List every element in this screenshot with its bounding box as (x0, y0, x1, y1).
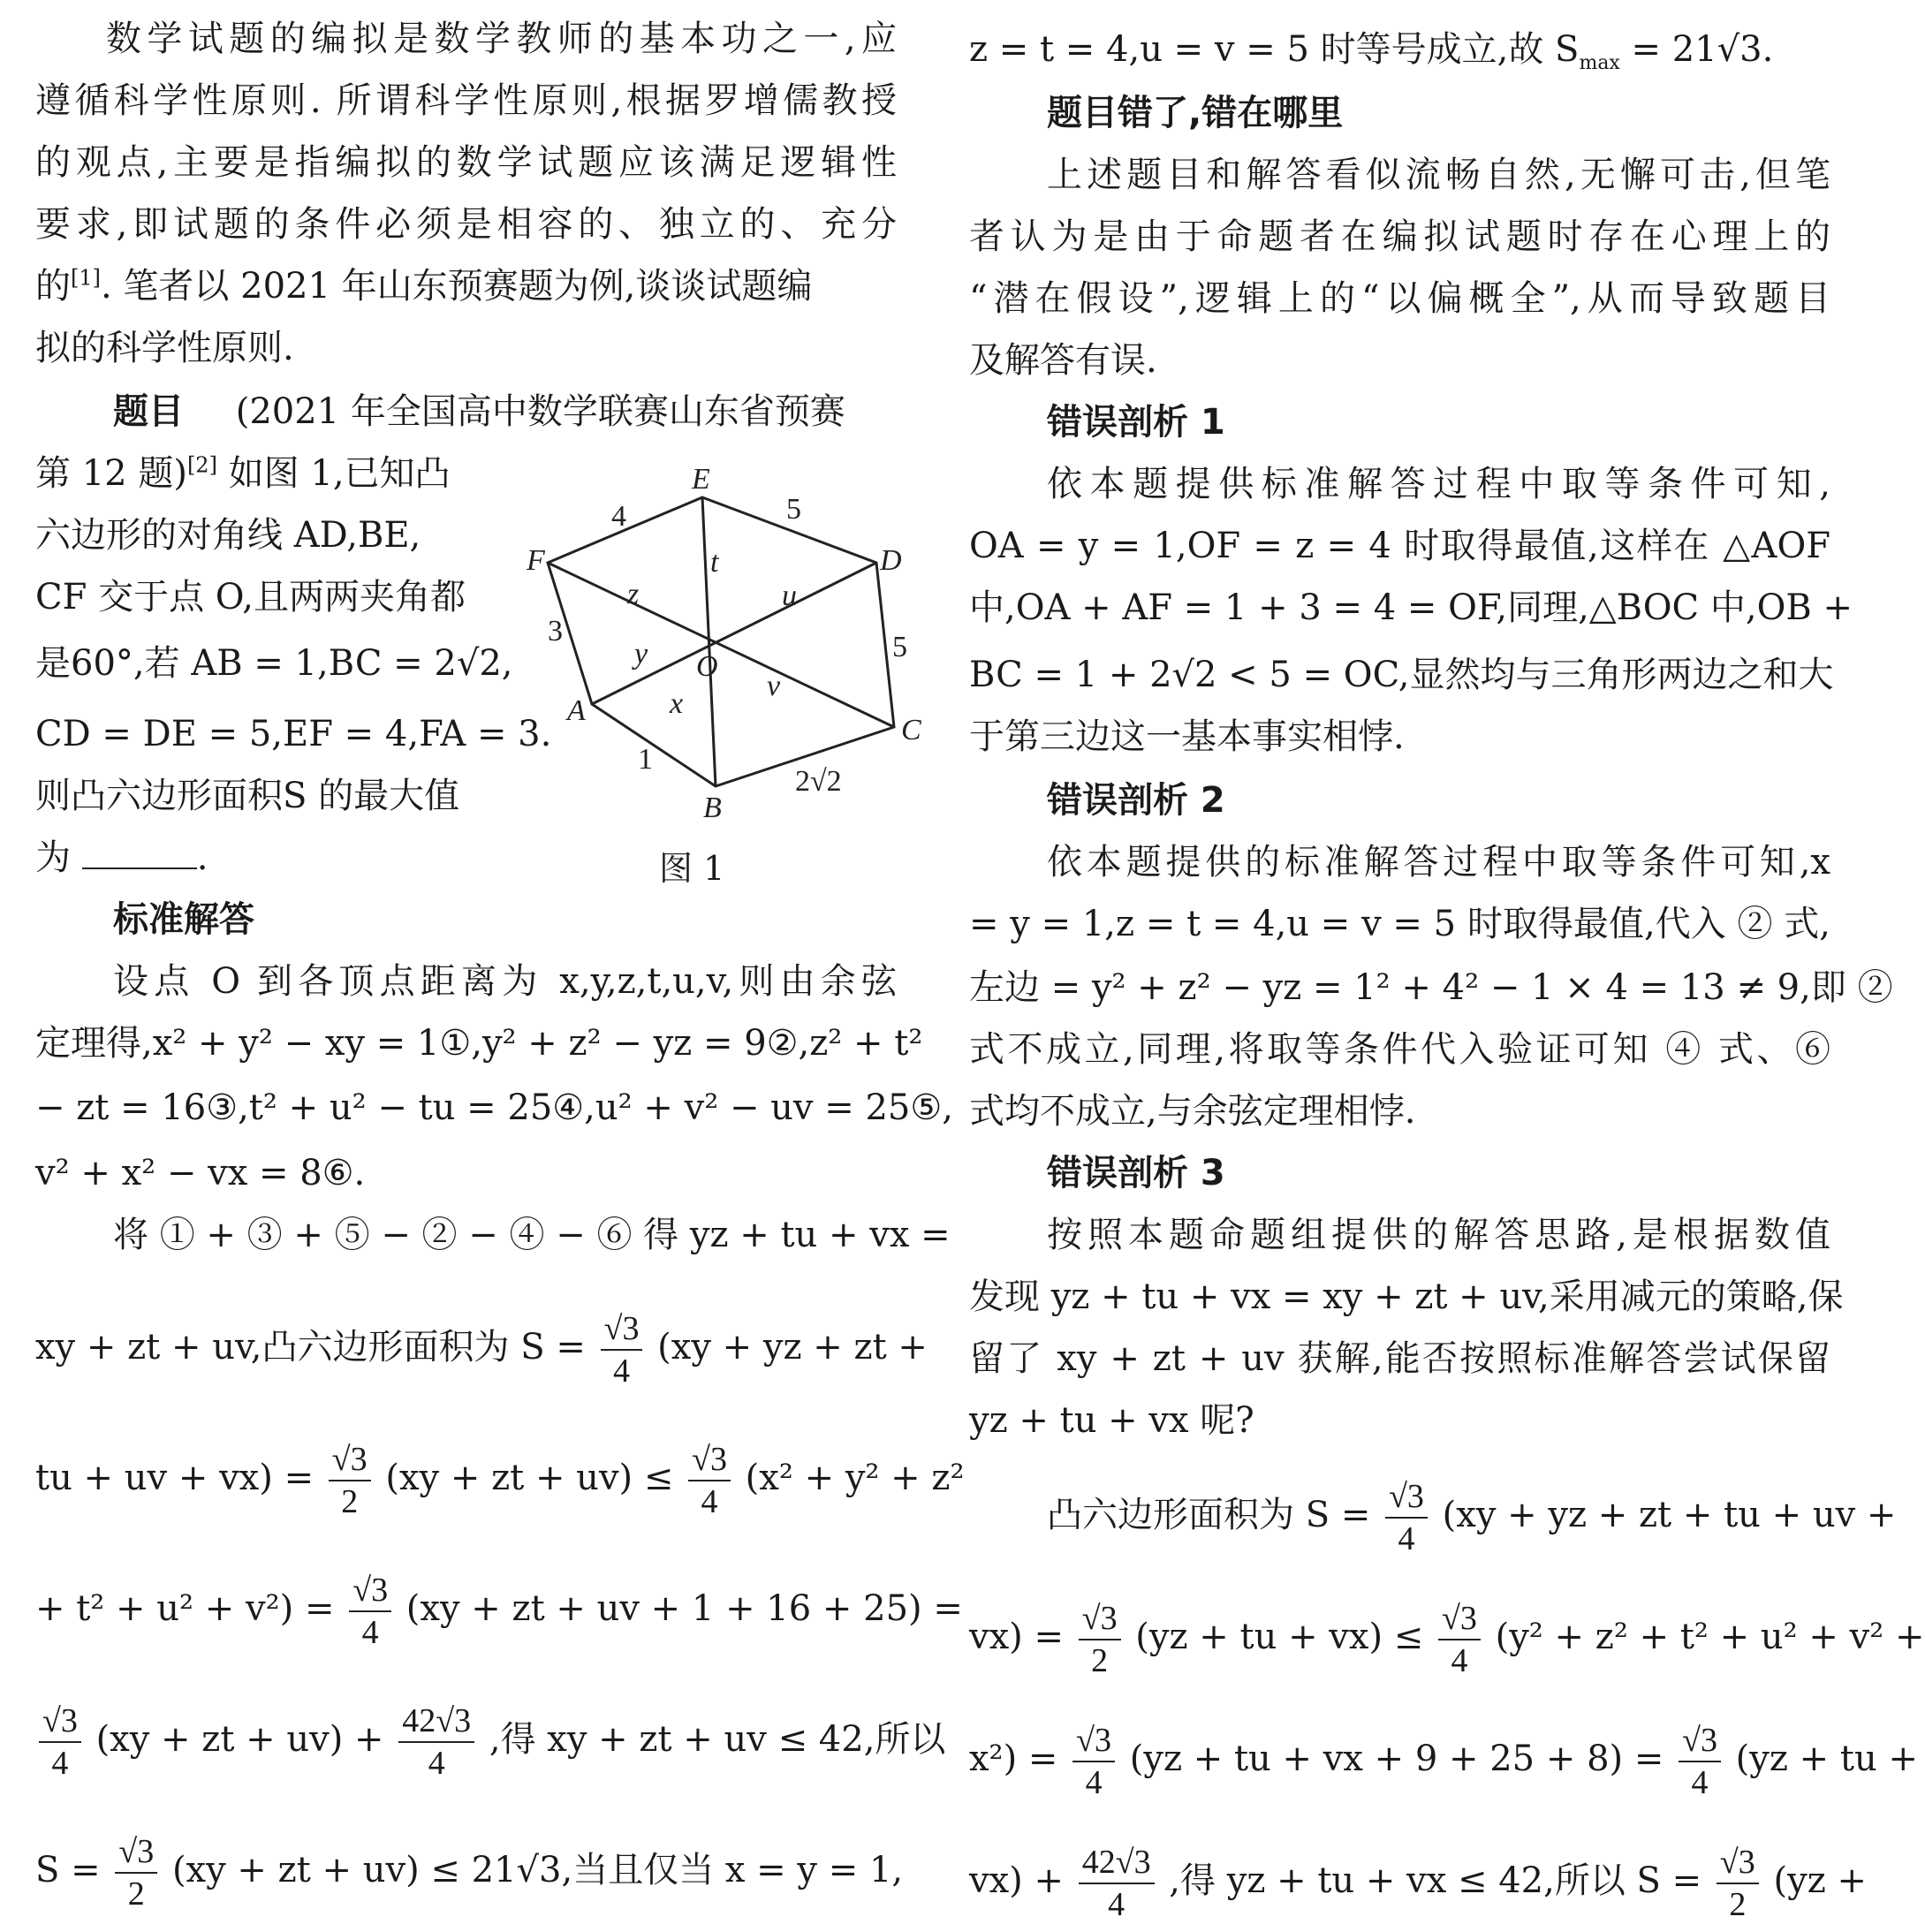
frac-sqrt3-over-2 (1079, 1602, 1121, 1678)
frac-sqrt3-over-4 (1385, 1480, 1428, 1556)
vertex-F: F (527, 544, 545, 577)
analysis-2-heading: 错误剖析 2 (1047, 780, 1225, 821)
frac-num: 42√3 (398, 1704, 474, 1743)
frac-den: 4 (51, 1745, 69, 1782)
intro-line-2: 遵循科学性原则. 所谓科学性原则,根据罗增儒教授 (35, 80, 897, 121)
a1-line-2: OA = y = 1,OF = z = 4 时取得最值,这样在 △AOF (969, 526, 1830, 566)
std-line-10-b: (xy + zt + uv) ≤ 21√3,当且仅当 x = y = 1, (171, 1850, 904, 1890)
a2-line-1: 依本题提供的标准解答过程中取等条件可知,x (1047, 842, 1830, 883)
frac-sqrt3-over-2 (115, 1835, 157, 1911)
a3-line-6-a: vx) = (969, 1617, 1064, 1657)
std-line-10-a: S = (35, 1850, 101, 1890)
frac-num: √3 (1385, 1480, 1428, 1519)
a2-line-2: = y = 1,z = t = 4,u = v = 5 时取得最值,代入 ② 式, (969, 904, 1830, 944)
a1-line-5: 于第三边这一基本事实相悖. (969, 716, 1405, 757)
wrong-heading: 题目错了,错在哪里 (1047, 93, 1344, 133)
frac-num: √3 (688, 1443, 731, 1481)
frac-num: 42√3 (1079, 1845, 1155, 1884)
std-line-3: − zt = 16③,t² + u² − tu = 25④,u² + v² − uv = 25⑤, (35, 1087, 953, 1128)
frac-num: √3 (1072, 1724, 1115, 1762)
problem-label: 题目 (113, 391, 184, 432)
right-top-line (969, 27, 1830, 72)
figure-caption: 图 1 (659, 849, 725, 888)
wrong-line-4: 及解答有误. (969, 340, 1157, 381)
frac-sqrt3-over-2 (1717, 1845, 1759, 1921)
diagonal-FC (548, 563, 894, 727)
vertex-E: E (692, 463, 710, 496)
intro-line-6: 拟的科学性原则. (35, 328, 294, 368)
problem-fig-ref: 如图 1,已知凸 (216, 453, 451, 494)
frac-den: 4 (1108, 1886, 1125, 1923)
frac-sqrt3-over-2 (329, 1443, 371, 1519)
vertex-D: D (880, 544, 902, 577)
std-line-7-b: (xy + zt + uv) ≤ (385, 1458, 674, 1498)
segment-u-label: u (782, 580, 797, 612)
frac-num: √3 (329, 1443, 371, 1481)
right-top-b: = 21√3. (1619, 29, 1774, 70)
frac-num: √3 (601, 1312, 643, 1351)
a3-line-7-c: (yz + tu + (1735, 1739, 1918, 1779)
segment-t-label: t (710, 546, 719, 579)
a3-line-8-c: (yz + (1773, 1860, 1867, 1901)
problem-title-line (35, 389, 974, 435)
side-ED-label: 5 (786, 493, 801, 526)
a3-line-6-b: (yz + tu + vx) ≤ (1135, 1617, 1424, 1657)
intro-line-5-b: . 笔者以 2021 年山东预赛题为例,谈谈试题编 (101, 266, 813, 307)
frac-den: 2 (1729, 1886, 1747, 1923)
std-line-7 (35, 1438, 965, 1520)
std-heading: 标准解答 (113, 899, 254, 940)
problem-source-end: 第 12 题) (35, 453, 187, 494)
std-line-8-a: + t² + u² + v²) = (35, 1588, 335, 1629)
frac-sqrt3-over-4 (39, 1704, 81, 1780)
citation-2: [2] (186, 452, 217, 478)
problem-source: (2021 年全国高中数学联赛山东省预赛 (235, 391, 845, 432)
problem-line-7 (35, 835, 897, 881)
a2-line-5: 式均不成立,与余弦定理相悖. (969, 1091, 1416, 1132)
segment-x-label: x (670, 687, 684, 720)
hexagon-figure (527, 455, 928, 826)
citation-1: [1] (71, 265, 101, 291)
std-line-9 (35, 1700, 946, 1782)
std-line-10 (35, 1830, 904, 1913)
a3-line-7-b: (yz + tu + vx + 9 + 25 + 8) = (1129, 1739, 1664, 1779)
side-FA-label: 3 (548, 615, 563, 648)
wrong-line-2: 者认为是由于命题者在编拟试题时存在心理上的 (969, 216, 1830, 257)
frac-den: 4 (701, 1483, 718, 1520)
frac-den: 2 (341, 1483, 359, 1520)
frac-den: 4 (1398, 1520, 1415, 1557)
frac-num: √3 (1438, 1602, 1481, 1640)
intro-line-3: 的观点,主要是指编拟的数学试题应该满足逻辑性 (35, 142, 897, 183)
segment-y-label: y (634, 638, 648, 671)
frac-den: 4 (1085, 1764, 1103, 1801)
a1-line-4: BC = 1 + 2√2 < 5 = OC,显然均与三角形两边之和大 (969, 655, 1834, 695)
frac-num: √3 (349, 1573, 391, 1612)
frac-sqrt3-over-4 (688, 1443, 731, 1519)
std-line-8 (35, 1569, 963, 1651)
intro-line-5 (35, 263, 897, 309)
side-EF-label: 4 (611, 500, 626, 533)
intro-line-1: 数学试题的编拟是数学教师的基本功之一,应 (106, 19, 897, 59)
a3-line-6-c: (y² + z² + t² + u² + v² + (1495, 1617, 1925, 1657)
side-DC-label: 5 (892, 631, 907, 663)
answer-period: . (196, 837, 208, 878)
problem-line-5: CD = DE = 5,EF = 4,FA = 3. (35, 714, 552, 754)
frac-den: 2 (1091, 1642, 1109, 1679)
std-line-9-a: (xy + zt + uv) + (95, 1719, 384, 1760)
a3-line-3: 留了 xy + zt + uv 获解,能否按照标准解答尝试保留 (969, 1338, 1830, 1379)
s-max-sub: max (1579, 52, 1620, 74)
problem-line-3: CF 交于点 O,且两两夹角都 (35, 577, 466, 617)
problem-line-4: 是60°,若 AB = 1,BC = 2√2, (35, 643, 513, 684)
frac-den: 4 (428, 1745, 445, 1782)
vertex-A: A (567, 694, 586, 727)
std-line-1: 设点 O 到各顶点距离为 x,y,z,t,u,v,则由余弦 (113, 961, 897, 1002)
std-line-6-b: (xy + yz + zt + (657, 1327, 928, 1368)
frac-num: √3 (1717, 1845, 1759, 1884)
std-line-9-b: ,得 xy + zt + uv ≤ 42,所以 (489, 1719, 946, 1760)
a3-line-7 (969, 1719, 1918, 1801)
a3-line-5 (969, 1475, 1908, 1556)
std-line-8-b: (xy + zt + uv + 1 + 16 + 25) = (405, 1588, 963, 1629)
vertex-O: O (696, 650, 718, 683)
a3-line-2: 发现 yz + tu + vx = xy + zt + uv,采用减元的策略,保 (969, 1277, 1844, 1317)
side-BC-label: 2√2 (795, 765, 842, 798)
frac-sqrt3-over-4 (1072, 1724, 1115, 1799)
std-line-5: 将 ① + ③ + ⑤ − ② − ④ − ⑥ 得 yz + tu + vx = (113, 1215, 951, 1255)
problem-line-2: 六边形的对角线 AD,BE, (35, 515, 421, 556)
frac-den: 4 (1691, 1764, 1709, 1801)
right-top-a: z = t = 4,u = v = 5 时等号成立,故 S (969, 29, 1580, 70)
a3-line-1: 按照本题命题组提供的解答思路,是根据数值 (1047, 1215, 1830, 1255)
frac-den: 4 (1451, 1642, 1468, 1679)
a3-line-4: yz + tu + vx 呢? (969, 1400, 1254, 1441)
vertex-B: B (703, 792, 722, 824)
frac-sqrt3-over-4 (1679, 1724, 1721, 1799)
segment-z-label: z (627, 578, 640, 610)
std-line-6-a: xy + zt + uv,凸六边形面积为 S = (35, 1327, 586, 1368)
std-line-2: 定理得,x² + y² − xy = 1①,y² + z² − yz = 9②,z² + t² (35, 1023, 923, 1064)
frac-num: √3 (115, 1835, 157, 1874)
problem-line-6: 则凸六边形面积S 的最大值 (35, 776, 460, 816)
frac-num: √3 (1679, 1724, 1721, 1762)
frac-sqrt3-over-4 (601, 1312, 643, 1388)
vertex-C: C (901, 714, 921, 746)
hexagon-outline (548, 497, 894, 786)
frac-sqrt3-over-4 (349, 1573, 391, 1649)
segment-v-label: v (767, 670, 781, 702)
a3-line-6 (969, 1597, 1925, 1679)
analysis-1-heading: 错误剖析 1 (1047, 402, 1225, 443)
frac-sqrt3-over-4 (1438, 1602, 1481, 1678)
a3-line-5-a: 凸六边形面积为 S = (1047, 1495, 1371, 1535)
std-line-7-c: (x² + y² + z² (745, 1458, 965, 1498)
frac-num: √3 (1079, 1602, 1121, 1640)
frac-den: 4 (361, 1614, 379, 1651)
intro-line-4: 要求,即试题的条件必须是相容的、独立的、充分 (35, 204, 897, 245)
frac-42sqrt3-over-4 (1079, 1845, 1155, 1921)
a2-line-3: 左边 = y² + z² − yz = 1² + 4² − 1 × 4 = 13 ≠ 9,即 ② (969, 967, 1893, 1008)
a3-line-8-b: ,得 yz + tu + vx ≤ 42,所以 S = (1169, 1860, 1702, 1901)
a3-line-8-a: vx) + (969, 1860, 1064, 1901)
answer-blank (82, 836, 197, 869)
frac-42sqrt3-over-4 (398, 1704, 474, 1780)
wrong-line-3: “潜在假设”,逻辑上的“以偏概全”,从而导致题目 (969, 278, 1830, 319)
std-line-4: v² + x² − vx = 8⑥. (35, 1153, 366, 1193)
wrong-line-1: 上述题目和解答看似流畅自然,无懈可击,但笔 (1047, 155, 1830, 195)
frac-den: 2 (127, 1875, 145, 1913)
a3-line-5-b: (xy + yz + zt + tu + uv + (1442, 1495, 1897, 1535)
std-line-6 (35, 1307, 928, 1390)
a2-line-4: 式不成立,同理,将取等条件代入验证可知 ④ 式、⑥ (969, 1029, 1830, 1070)
analysis-3-heading: 错误剖析 3 (1047, 1153, 1225, 1193)
std-line-7-a: tu + uv + vx) = (35, 1458, 315, 1498)
answer-prefix: 为 (35, 837, 71, 878)
side-AB-label: 1 (638, 743, 653, 776)
a1-line-1: 依本题提供标准解答过程中取等条件可知, (1047, 464, 1830, 504)
a3-line-8 (969, 1841, 1867, 1923)
a1-line-3: 中,OA + AF = 1 + 3 = 4 = OF,同理,△BOC 中,OB + (969, 587, 1853, 628)
intro-line-5-a: 的 (35, 266, 71, 307)
frac-num: √3 (39, 1704, 81, 1743)
frac-den: 4 (613, 1352, 631, 1390)
a3-line-7-a: x²) = (969, 1739, 1058, 1779)
